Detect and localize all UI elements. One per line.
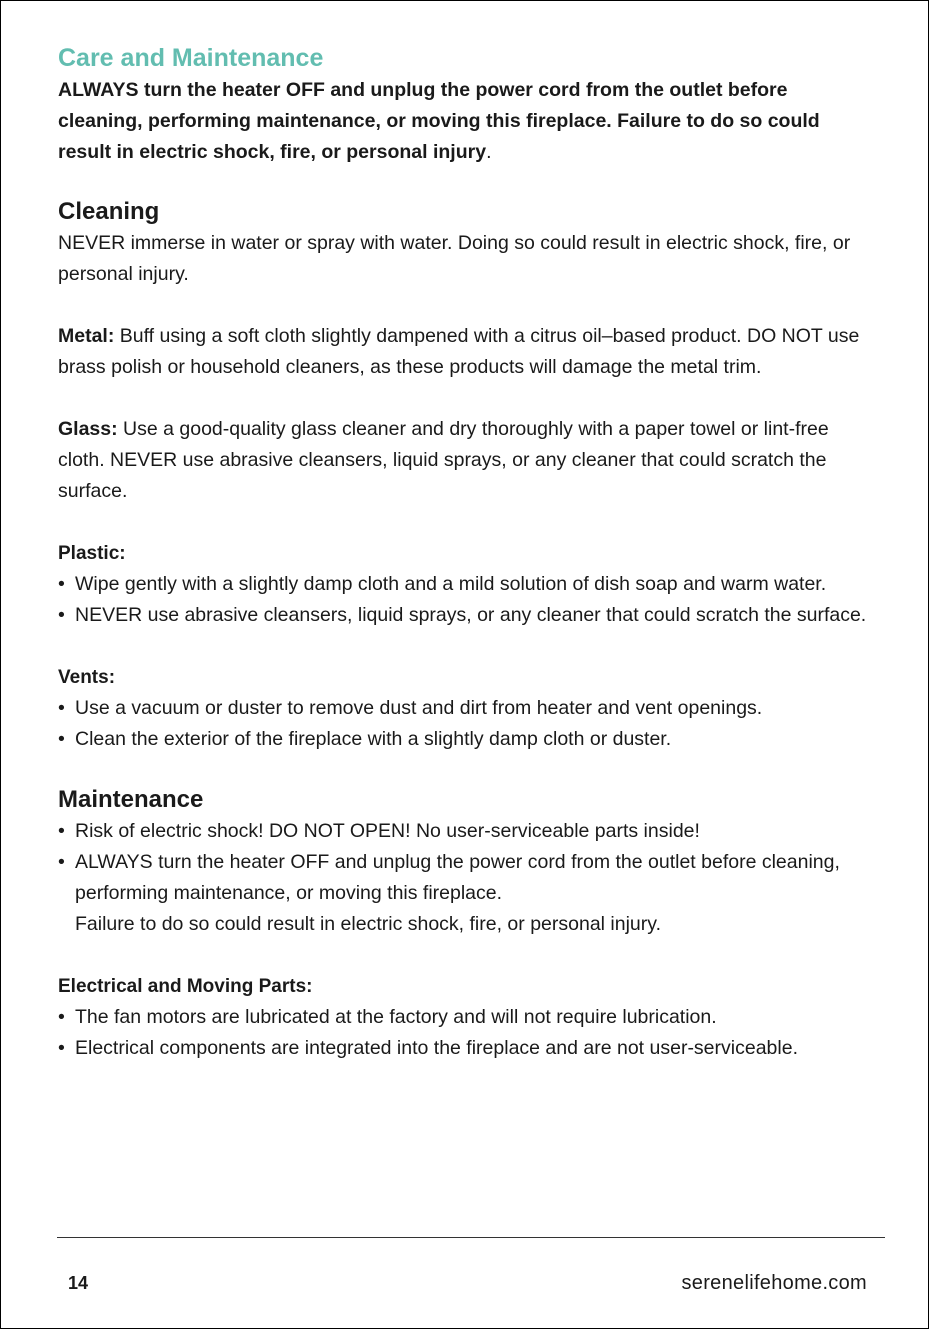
list-item bbox=[58, 1033, 873, 1064]
bullet-icon: • bbox=[58, 697, 65, 719]
safety-warning bbox=[58, 75, 873, 168]
bullet-icon: • bbox=[58, 573, 65, 595]
bullet-icon: • bbox=[58, 728, 65, 750]
bullet-icon: • bbox=[58, 820, 65, 842]
metal-paragraph bbox=[58, 321, 873, 383]
list-item-text: The fan motors are lubricated at the factory and will not require lubrication. bbox=[75, 1006, 717, 1028]
list-item bbox=[58, 693, 873, 724]
bullet-icon: • bbox=[58, 1006, 65, 1028]
cleaning-heading: Cleaning bbox=[58, 198, 160, 225]
list-item bbox=[58, 600, 873, 631]
footer-divider bbox=[57, 1237, 885, 1238]
glass-text: Use a good-quality glass cleaner and dry thoroughly with a paper towel or lint-free cloth. NEVER use abrasive cleansers, liquid sprays, or any cleaner that could scratch the surface. bbox=[58, 418, 829, 502]
bullet-icon: • bbox=[58, 1037, 65, 1059]
page-number: 14 bbox=[68, 1273, 89, 1293]
safety-warning-text: ALWAYS turn the heater OFF and unplug the power cord from the outlet before cleaning, performing maintenance, or moving this fireplace. Failure to do so could result in electric shock, fire, or personal injury bbox=[58, 79, 820, 163]
page-content bbox=[58, 41, 873, 1064]
metal-text: Buff using a soft cloth slightly dampened with a citrus oil–based product. DO NOT use brass polish or household cleaners, as these products will damage the metal trim. bbox=[58, 325, 860, 378]
glass-paragraph bbox=[58, 414, 873, 507]
bullet-icon: • bbox=[58, 604, 65, 626]
list-item-text: Clean the exterior of the fireplace with a slightly damp cloth or duster. bbox=[75, 728, 672, 750]
vents-label: Vents: bbox=[58, 667, 116, 688]
website-link[interactable]: serenelifehome.com bbox=[681, 1272, 867, 1294]
list-item bbox=[58, 816, 873, 847]
metal-label: Metal: bbox=[58, 325, 115, 347]
list-item-text: NEVER use abrasive cleansers, liquid sprays, or any cleaner that could scratch the surface. bbox=[75, 604, 867, 626]
list-item-continuation: Failure to do so could result in electric shock, fire, or personal injury. bbox=[75, 913, 661, 935]
page-title: Care and Maintenance bbox=[58, 44, 324, 72]
glass-label: Glass: bbox=[58, 418, 118, 440]
electrical-label: Electrical and Moving Parts: bbox=[58, 976, 313, 997]
list-item bbox=[58, 569, 873, 600]
bullet-icon: • bbox=[58, 851, 65, 873]
maintenance-list bbox=[58, 816, 873, 940]
list-item-text: Use a vacuum or duster to remove dust and dirt from heater and vent openings. bbox=[75, 697, 763, 719]
list-item-text: Wipe gently with a slightly damp cloth and a mild solution of dish soap and warm water. bbox=[75, 573, 827, 595]
electrical-list bbox=[58, 1002, 873, 1064]
plastic-list bbox=[58, 569, 873, 631]
safety-warning-period: . bbox=[486, 141, 492, 163]
cleaning-intro: NEVER immerse in water or spray with water. Doing so could result in electric shock, fire, or personal injury. bbox=[58, 232, 851, 285]
list-item bbox=[58, 1002, 873, 1033]
list-item-text: Electrical components are integrated into the fireplace and are not user-serviceable. bbox=[75, 1037, 798, 1059]
list-item bbox=[58, 724, 873, 755]
vents-list bbox=[58, 693, 873, 755]
list-item-text: Risk of electric shock! DO NOT OPEN! No user-serviceable parts inside! bbox=[75, 820, 700, 842]
list-item-text: ALWAYS turn the heater OFF and unplug the power cord from the outlet before cleaning, performing maintenance, or moving this fireplace. bbox=[75, 851, 840, 904]
plastic-label: Plastic: bbox=[58, 543, 126, 564]
list-item bbox=[58, 847, 873, 940]
maintenance-heading: Maintenance bbox=[58, 786, 204, 813]
